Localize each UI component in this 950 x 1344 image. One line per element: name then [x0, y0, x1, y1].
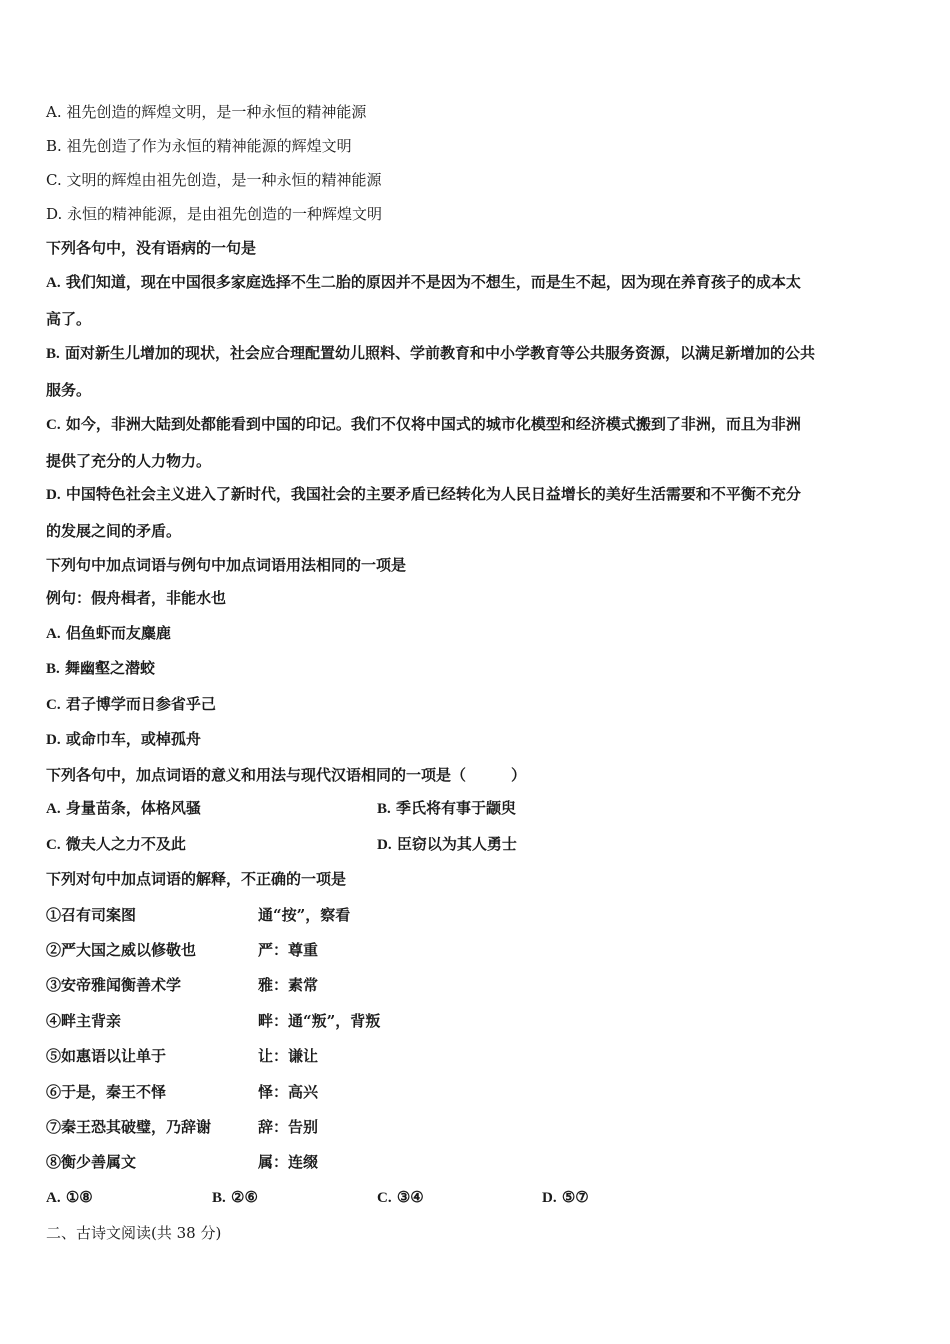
item-sentence: ⑤如惠语以让单于	[46, 1047, 167, 1065]
option-line	[46, 170, 382, 190]
item-gloss: 雅：素常	[258, 976, 319, 994]
item-gloss: 属：连缀	[258, 1153, 319, 1171]
question-stem: 下列各句中，没有语病的一句是	[46, 239, 257, 257]
option-text: 中国特色社会主义进入了新时代，我国社会的主要矛盾已经转化为人民日益增长的美好生活需要和不平衡不充分	[65, 485, 801, 503]
option-line	[46, 102, 366, 122]
option-text: 祖先创造的辉煌文明，是一种永恒的精神能源	[66, 103, 367, 121]
option-label: C.	[377, 1190, 392, 1206]
item-number: ⑥	[46, 1083, 62, 1101]
item-sentence: ①召有司案图	[46, 906, 137, 924]
option-text: 文明的辉煌由祖先创造，是一种永恒的精神能源	[66, 171, 382, 189]
option-line	[212, 1187, 258, 1208]
option-line	[46, 798, 201, 819]
section-heading: 二、古诗文阅读(共 38 分)	[46, 1224, 222, 1242]
item-gloss: 辞：告别	[258, 1118, 319, 1136]
option-line	[46, 343, 815, 364]
option-label: C.	[46, 837, 61, 853]
item-sentence: ⑦秦王恐其破璧，乃辞谢	[46, 1118, 212, 1136]
option-label: D.	[46, 205, 63, 223]
option-label: C.	[46, 697, 61, 713]
option-label: B.	[46, 661, 60, 677]
option-text: 永恒的精神能源，是由祖先创造的一种辉煌文明	[67, 205, 383, 223]
item-number: ⑤	[46, 1047, 62, 1065]
option-continuation: 服务。	[46, 381, 92, 399]
option-label: A.	[46, 275, 61, 291]
option-line	[46, 834, 186, 855]
example-sentence: 例句：假舟楫者，非能水也	[46, 589, 227, 607]
option-label: B.	[212, 1190, 226, 1206]
item-sentence: ②严大国之威以修敬也	[46, 941, 197, 959]
item-number: ⑦	[46, 1118, 62, 1136]
option-label: A.	[46, 801, 61, 817]
option-text: 季氏将有事于颛臾	[396, 799, 517, 817]
option-text: ②⑥	[231, 1188, 258, 1206]
option-label: A.	[46, 1190, 61, 1206]
option-text: 微夫人之力不及此	[65, 835, 186, 853]
option-label: D.	[46, 732, 61, 748]
option-line	[377, 834, 517, 855]
option-label: B.	[46, 137, 62, 155]
option-line	[542, 1187, 589, 1208]
option-text: 身量苗条，体格风骚	[65, 799, 201, 817]
option-text: ③④	[396, 1188, 424, 1206]
question-stem: 下列各句中，加点词语的意义和用法与现代汉语相同的一项是（ ）	[46, 766, 527, 784]
option-line	[46, 272, 801, 293]
item-gloss: 通“按”，察看	[258, 906, 351, 924]
question-stem: 下列对句中加点词语的解释，不正确的一项是	[46, 870, 347, 888]
item-number: ⑧	[46, 1153, 62, 1171]
option-text: 我们知道，现在中国很多家庭选择不生二胎的原因并不是因为不想生，而是生不起，因为现在养育孩子的成本太	[65, 273, 801, 291]
option-text: ⑤⑦	[561, 1188, 589, 1206]
option-text: 君子博学而日参省乎己	[65, 695, 216, 713]
item-number: ③	[46, 976, 62, 994]
option-label: D.	[542, 1190, 557, 1206]
item-gloss: 畔：通“叛”，背叛	[258, 1012, 381, 1030]
option-label: D.	[46, 487, 61, 503]
option-text: 祖先创造了作为永恒的精神能源的辉煌文明	[66, 137, 352, 155]
option-label: B.	[46, 346, 60, 362]
option-line	[46, 136, 352, 156]
option-line	[46, 484, 801, 505]
option-label: B.	[377, 801, 391, 817]
option-continuation: 的发展之间的矛盾。	[46, 522, 182, 540]
item-number: ④	[46, 1012, 62, 1030]
option-line	[46, 729, 201, 750]
option-text: ①⑧	[65, 1188, 93, 1206]
option-line	[46, 623, 171, 644]
option-text: 或命巾车，或棹孤舟	[65, 730, 201, 748]
option-line	[46, 658, 155, 679]
option-label: D.	[377, 837, 392, 853]
item-number: ②	[46, 941, 62, 959]
option-line	[46, 414, 801, 435]
item-gloss: 严：尊重	[258, 941, 319, 959]
option-text: 如今，非洲大陆到处都能看到中国的印记。我们不仅将中国式的城市化模型和经济模式搬到了非洲，而且为非洲	[65, 415, 801, 433]
option-label: C.	[46, 417, 61, 433]
option-text: 面对新生儿增加的现状，社会应合理配置幼儿照料、学前教育和中小学教育等公共服务资源，以满足新增加的公共	[65, 344, 816, 362]
item-sentence: ⑥于是，秦王不怿	[46, 1083, 167, 1101]
option-line	[377, 1187, 424, 1208]
option-text: 臣窃以为其人勇士	[396, 835, 517, 853]
item-sentence: ④畔主背亲	[46, 1012, 122, 1030]
item-number: ①	[46, 906, 62, 924]
option-label: C.	[46, 171, 62, 189]
item-gloss: 让：谦让	[258, 1047, 319, 1065]
question-stem: 下列句中加点词语与例句中加点词语用法相同的一项是	[46, 556, 407, 574]
option-line	[46, 694, 216, 715]
option-text: 舞幽壑之潜蛟	[65, 659, 156, 677]
item-gloss: 怿：高兴	[258, 1083, 319, 1101]
item-sentence: ⑧衡少善属文	[46, 1153, 137, 1171]
option-continuation: 提供了充分的人力物力。	[46, 452, 212, 470]
option-line	[46, 1187, 93, 1208]
option-line	[46, 204, 382, 224]
option-label: A.	[46, 626, 61, 642]
option-continuation: 高了。	[46, 310, 92, 328]
option-text: 侣鱼虾而友麋鹿	[65, 624, 171, 642]
option-line	[377, 798, 516, 819]
option-label: A.	[46, 103, 62, 121]
item-sentence: ③安帝雅闻衡善术学	[46, 976, 182, 994]
